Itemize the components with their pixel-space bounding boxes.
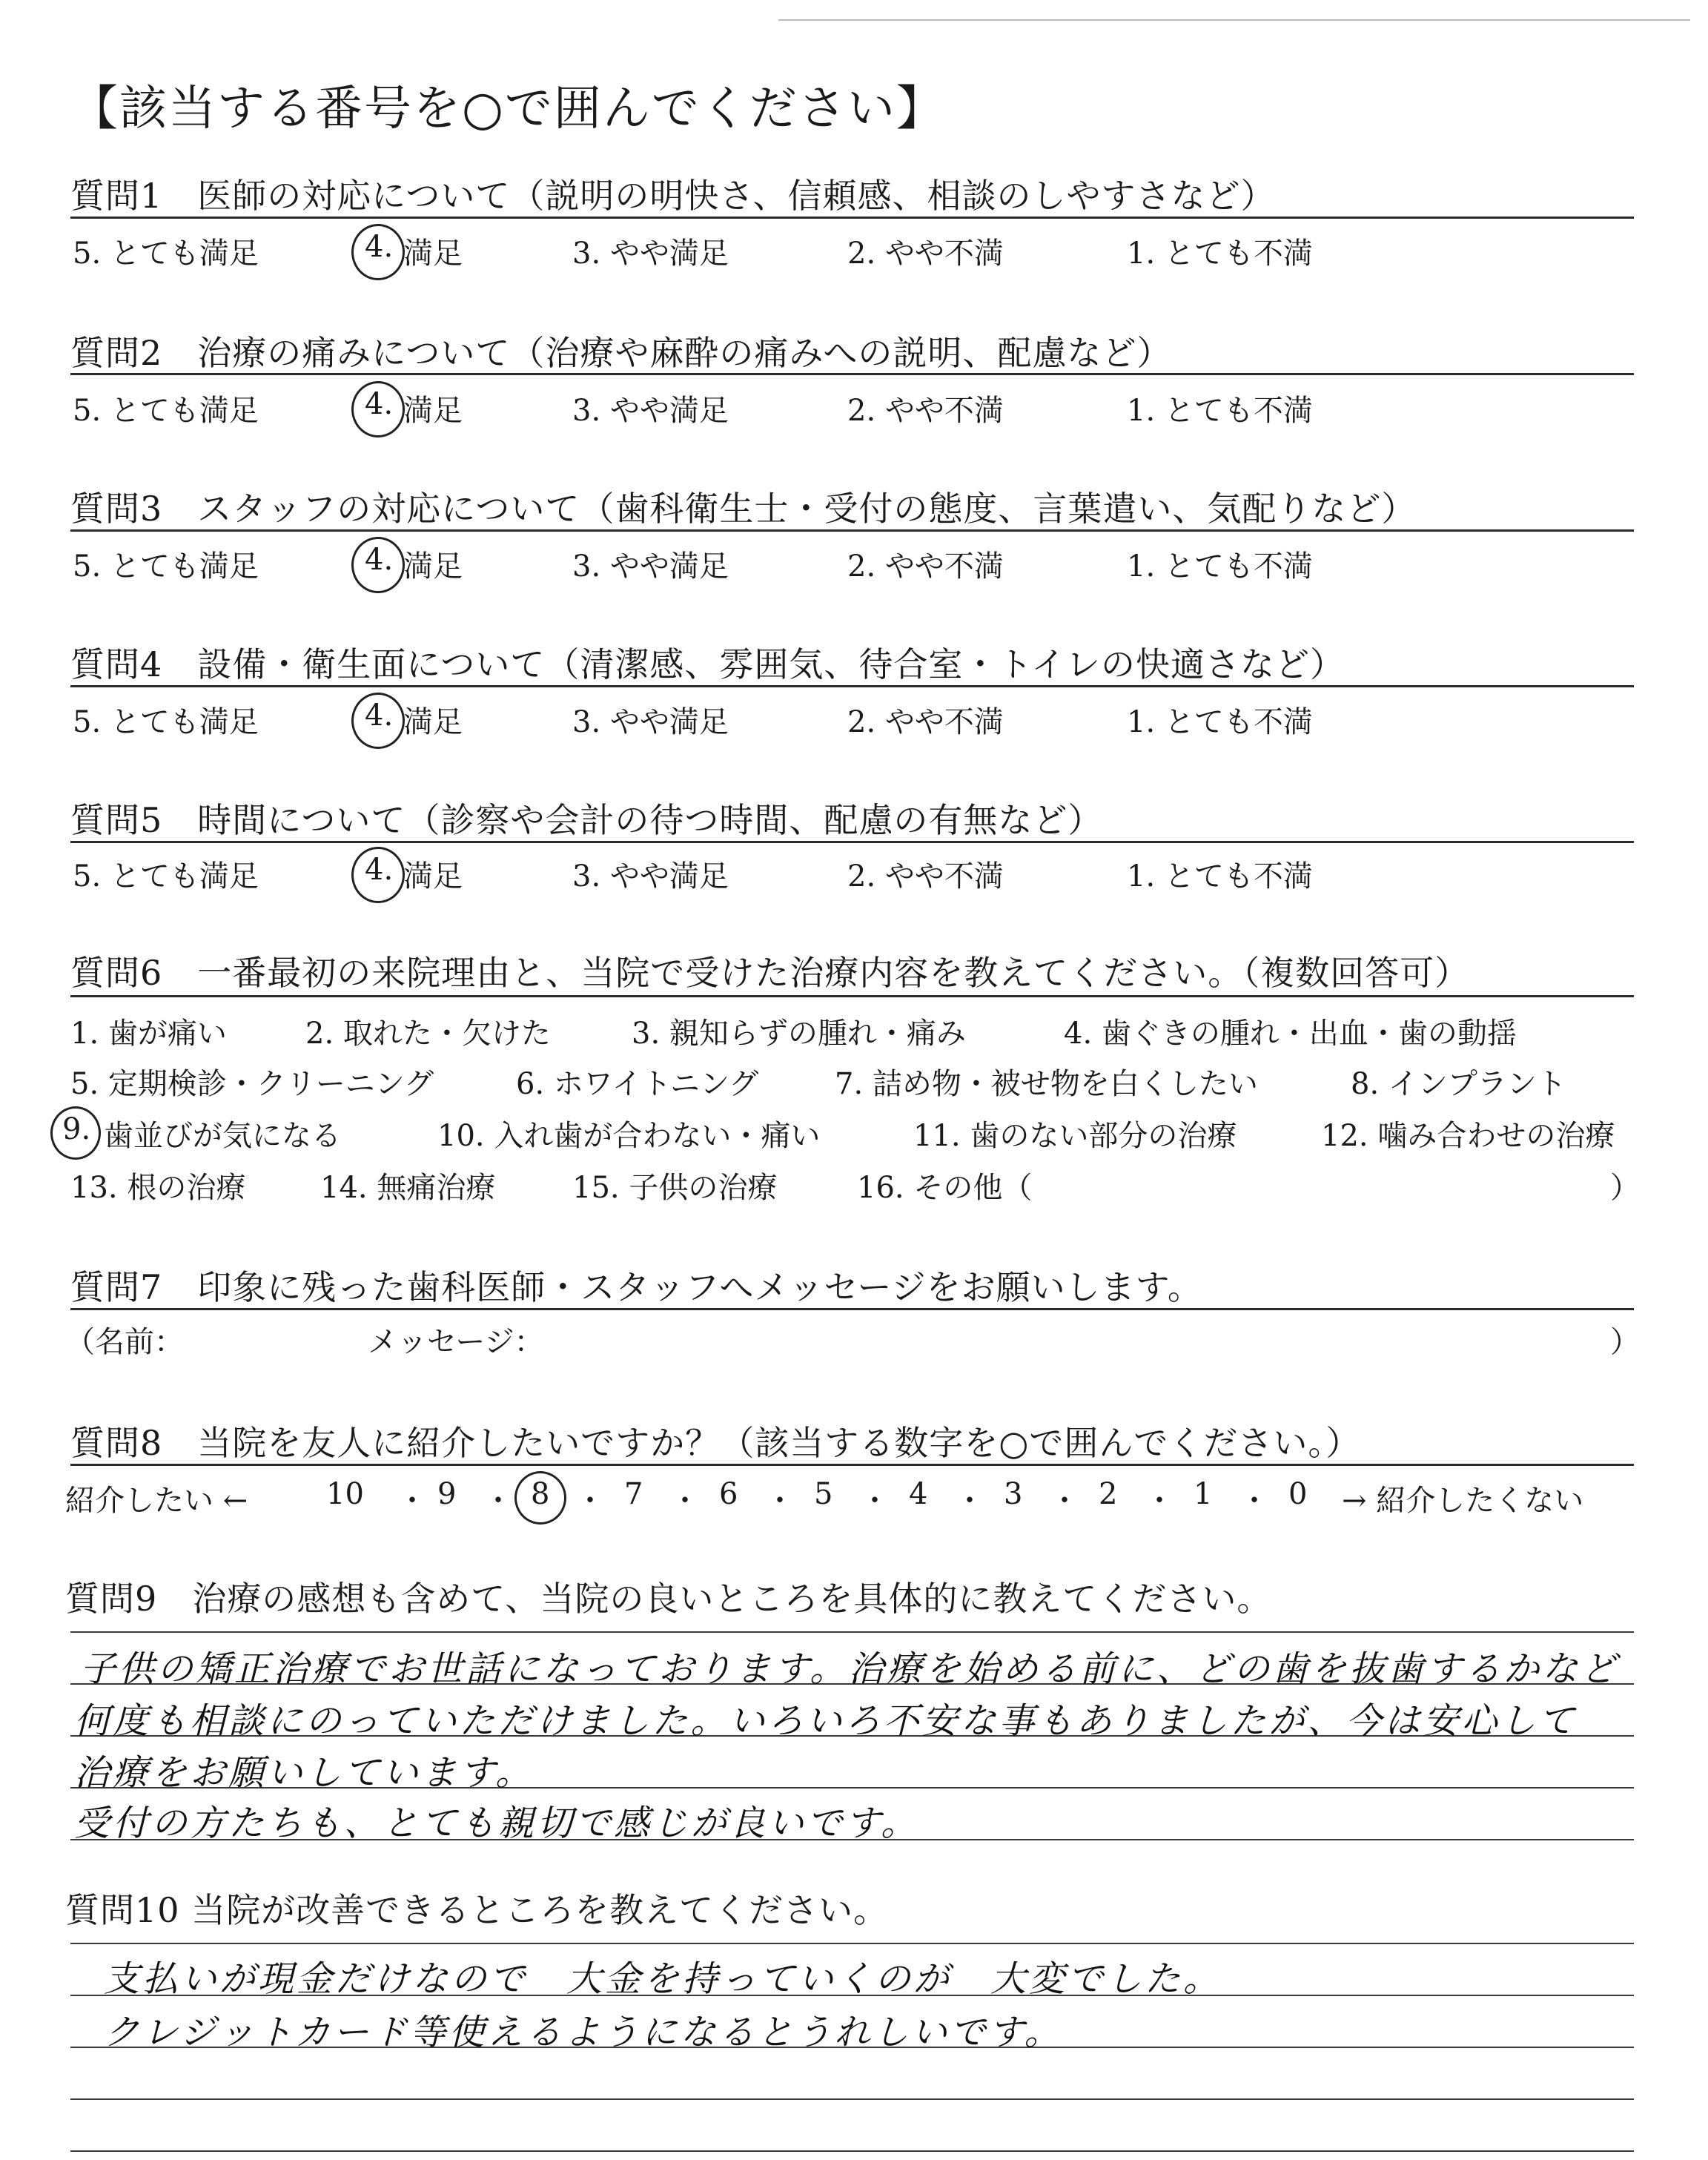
reason-16[interactable]: 16. その他（ (857, 1171, 1033, 1205)
option-1[interactable]: 1. とても不満 (1127, 237, 1313, 271)
question-10-heading: 質問10 当院が改善できるところを教えてください。 (65, 1890, 889, 1930)
option-4-number[interactable]: 4. (365, 387, 394, 421)
name-label: （名前： (65, 1325, 184, 1359)
question-7-rule (70, 1308, 1634, 1310)
answer-line (70, 2098, 1634, 2100)
question-1-heading: 質問1 医師の対応について（説明の明快さ、信頼感、相談のしやすさなど） (70, 176, 1276, 216)
reason-6[interactable]: 6. ホワイトニング (516, 1067, 759, 1101)
message-label: メッセージ： (368, 1325, 544, 1359)
option-2[interactable]: 2. やや不満 (847, 705, 1004, 739)
option-5[interactable]: 5. とても満足 (73, 394, 259, 428)
reason-5[interactable]: 5. 定期検診・クリーニング (70, 1067, 434, 1101)
scale-dot: ・ (1145, 1484, 1174, 1518)
scale-dot: ・ (397, 1484, 427, 1518)
option-3[interactable]: 3. やや満足 (572, 394, 729, 428)
answer-line (70, 1631, 1634, 1633)
question-6-rule (70, 995, 1634, 997)
selected-answer-circle (351, 381, 405, 437)
option-5[interactable]: 5. とても満足 (73, 705, 259, 739)
option-4-label: 満足 (403, 549, 463, 584)
reason-13[interactable]: 13. 根の治療 (70, 1171, 246, 1205)
option-2[interactable]: 2. やや不満 (847, 394, 1004, 428)
option-4-number[interactable]: 4. (365, 853, 394, 887)
reason-16-close-paren: ） (1610, 1171, 1640, 1205)
selected-answer-circle (514, 1471, 566, 1525)
option-4-number[interactable]: 4. (365, 698, 394, 733)
selected-answer-circle (351, 537, 405, 593)
reason-9-label: 歯並びが気になる (104, 1119, 341, 1153)
question-7-heading: 質問7 印象に残った歯科医師・スタッフへメッセージをお願いします。 (70, 1267, 1202, 1307)
handwritten-answer-line: 何度も相談にのっていただけました。いろいろ不安な事もありましたが、今は安心して (74, 1700, 1578, 1742)
option-2[interactable]: 2. やや不満 (847, 549, 1004, 584)
option-3[interactable]: 3. やや満足 (572, 549, 729, 584)
option-4-number[interactable]: 4. (365, 543, 394, 577)
handwritten-answer-line: 支払いが現金だけなので 大金を持っていくのが 大変でした。 (104, 1958, 1222, 2000)
reason-2[interactable]: 2. 取れた・欠けた (305, 1017, 551, 1051)
option-4-label: 満足 (403, 705, 463, 739)
scale-dot: ・ (575, 1484, 605, 1518)
selected-answer-circle (351, 847, 405, 903)
reason-4[interactable]: 4. 歯ぐきの腫れ・出血・歯の動揺 (1064, 1017, 1517, 1051)
selected-answer-circle (351, 693, 405, 749)
scale-8[interactable]: 8 (531, 1477, 550, 1511)
scale-1[interactable]: 1 (1194, 1477, 1213, 1511)
question-4-rule (70, 685, 1634, 687)
reason-3[interactable]: 3. 親知らずの腫れ・痛み (632, 1017, 966, 1051)
reason-9-number[interactable]: 9. (62, 1112, 91, 1146)
question-5-heading: 質問5 時間について（診察や会計の待つ時間、配慮の有無など） (70, 800, 1103, 840)
question-3-rule (70, 529, 1634, 532)
question-6-heading: 質問6 一番最初の来院理由と、当院で受けた治療内容を教えてください。（複数回答可） (70, 953, 1470, 993)
option-3[interactable]: 3. やや満足 (572, 237, 729, 271)
scale-3[interactable]: 3 (1004, 1477, 1023, 1511)
scale-6[interactable]: 6 (719, 1477, 738, 1511)
recommend-left-label: 紹介したい ← (65, 1484, 248, 1518)
scale-2[interactable]: 2 (1099, 1477, 1118, 1511)
scale-5[interactable]: 5 (814, 1477, 833, 1511)
question-3-heading: 質問3 スタッフの対応について（歯科衛生士・受付の態度、言葉遣い、気配りなど） (70, 489, 1417, 529)
option-4-label: 満足 (403, 859, 463, 894)
reason-14[interactable]: 14. 無痛治療 (320, 1171, 496, 1205)
option-5[interactable]: 5. とても満足 (73, 237, 259, 271)
scale-dot: ・ (955, 1484, 984, 1518)
scale-10[interactable]: 10 (326, 1477, 364, 1511)
question-1-rule (70, 217, 1634, 219)
scale-dot: ・ (1239, 1484, 1269, 1518)
option-1[interactable]: 1. とても不満 (1127, 859, 1313, 894)
option-3[interactable]: 3. やや満足 (572, 705, 729, 739)
scale-dot: ・ (1050, 1484, 1079, 1518)
scale-dot: ・ (670, 1484, 700, 1518)
answer-line (70, 2150, 1634, 2152)
recommend-right-label: → 紹介したくない (1342, 1484, 1584, 1518)
option-2[interactable]: 2. やや不満 (847, 859, 1004, 894)
reason-15[interactable]: 15. 子供の治療 (572, 1171, 778, 1205)
question-5-rule (70, 841, 1634, 843)
reason-7[interactable]: 7. 詰め物・被せ物を白くしたい (835, 1067, 1258, 1101)
scale-9[interactable]: 9 (437, 1477, 457, 1511)
question-2-rule (70, 373, 1634, 375)
option-4-number[interactable]: 4. (365, 230, 394, 264)
question-8-heading: 質問8 当院を友人に紹介したいですか？（該当する数字を○で囲んでください。） (70, 1423, 1361, 1463)
handwritten-answer-line: クレジットカード等使えるようになるとうれしいです。 (104, 2012, 1063, 2053)
selected-answer-circle (351, 224, 405, 280)
answer-line (70, 1943, 1634, 1944)
reason-8[interactable]: 8. インプラント (1351, 1067, 1566, 1101)
option-2[interactable]: 2. やや不満 (847, 237, 1004, 271)
handwritten-answer-line: 子供の矯正治療でお世話になっております。治療を始める前に、どの歯を抜歯するかなど (80, 1648, 1620, 1690)
option-1[interactable]: 1. とても不満 (1127, 549, 1313, 584)
handwritten-answer-line: 受付の方たちも、とても親切で感じが良いです。 (74, 1803, 920, 1844)
option-4-label: 満足 (403, 394, 463, 428)
scale-4[interactable]: 4 (909, 1477, 928, 1511)
option-5[interactable]: 5. とても満足 (73, 859, 259, 894)
reason-10[interactable]: 10. 入れ歯が合わない・痛い (437, 1119, 821, 1153)
message-close-paren: ） (1610, 1325, 1640, 1359)
scale-dot: ・ (483, 1484, 513, 1518)
reason-12[interactable]: 12. 噛み合わせの治療 (1321, 1119, 1615, 1153)
question-8-rule (70, 1464, 1634, 1466)
handwritten-answer-line: 治療をお願いしています。 (74, 1752, 534, 1794)
question-9-heading: 質問9 治療の感想も含めて、当院の良いところを具体的に教えてください。 (65, 1579, 1272, 1619)
question-4-heading: 質問4 設備・衛生面について（清潔感、雰囲気、待合室・トイレの快適さなど） (70, 644, 1345, 684)
option-5[interactable]: 5. とても満足 (73, 549, 259, 584)
option-1[interactable]: 1. とても不満 (1127, 394, 1313, 428)
scale-7[interactable]: 7 (624, 1477, 643, 1511)
option-4-label: 満足 (403, 237, 463, 271)
scale-dot: ・ (860, 1484, 890, 1518)
reason-11[interactable]: 11. 歯のない部分の治療 (913, 1119, 1237, 1153)
option-1[interactable]: 1. とても不満 (1127, 705, 1313, 739)
page-title: 【該当する番号を○で囲んでください】 (70, 82, 945, 136)
option-3[interactable]: 3. やや満足 (572, 859, 729, 894)
scan-edge-line (778, 19, 1690, 21)
scale-dot: ・ (765, 1484, 795, 1518)
scale-0[interactable]: 0 (1288, 1477, 1308, 1511)
selected-answer-circle (50, 1106, 101, 1160)
reason-1[interactable]: 1. 歯が痛い (70, 1017, 227, 1051)
question-2-heading: 質問2 治療の痛みについて（治療や麻酔の痛みへの説明、配慮など） (70, 333, 1172, 373)
